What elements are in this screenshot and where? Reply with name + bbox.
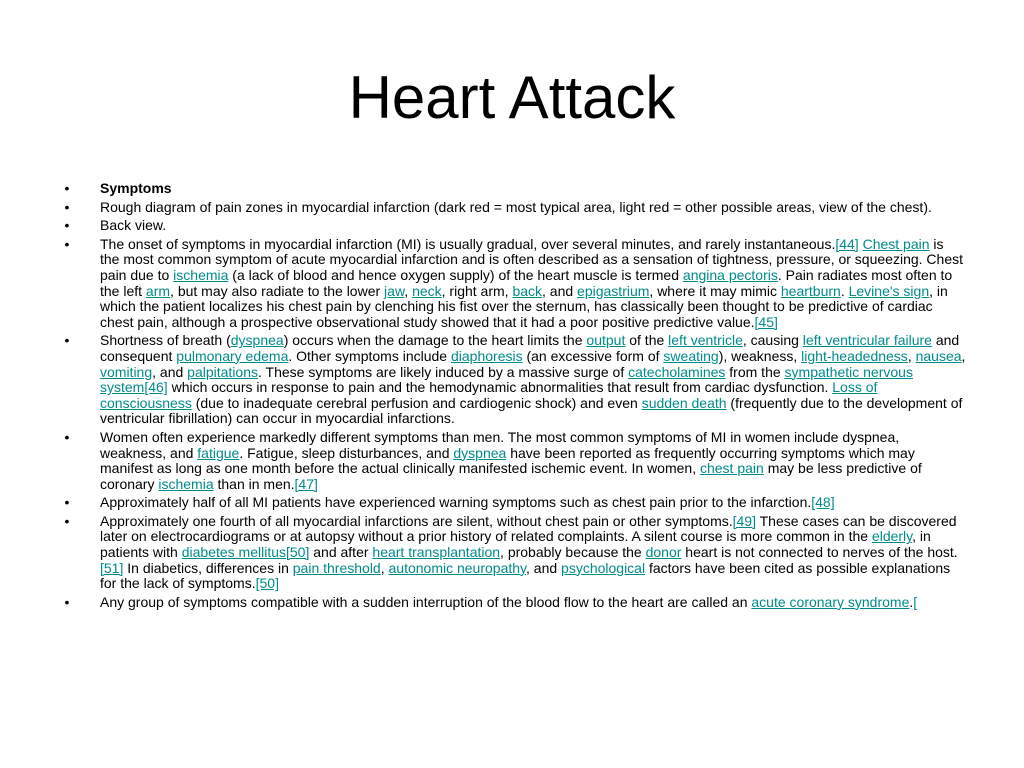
hyperlink[interactable]: pain threshold bbox=[292, 559, 381, 576]
hyperlink[interactable]: output bbox=[586, 332, 626, 349]
bullet-marker: • bbox=[64, 217, 70, 234]
text-run: , but may also radiate to the lower bbox=[170, 282, 385, 299]
hyperlink[interactable]: back bbox=[512, 282, 543, 299]
hyperlink[interactable]: ischemia bbox=[158, 475, 214, 492]
hyperlink[interactable]: diaphoresis bbox=[450, 347, 523, 364]
bullet-text bbox=[100, 236, 963, 330]
bullet-item bbox=[60, 237, 966, 331]
text-run: , and bbox=[526, 559, 562, 576]
text-run: than in men. bbox=[213, 475, 295, 492]
text-run: and after bbox=[309, 544, 373, 561]
bullet-text bbox=[100, 513, 958, 591]
text-run: (frequently due to the development of ventricular fibrillation) can occur in myocardial infarctions. bbox=[100, 394, 963, 427]
text-run: . bbox=[840, 282, 849, 299]
bullet-text bbox=[100, 199, 932, 215]
hyperlink[interactable]: angina pectoris bbox=[682, 266, 778, 283]
text-run: . Fatigue, sleep disturbances, and bbox=[239, 444, 454, 461]
text-run: and consequent bbox=[100, 332, 960, 364]
text-run: Approximately one fourth of all myocardial infarctions are silent, without chest pain or other symptoms. bbox=[100, 512, 733, 529]
bullet-item bbox=[60, 430, 966, 492]
hyperlink[interactable]: sympathetic nervous system bbox=[100, 363, 913, 396]
bullet-marker: • bbox=[64, 428, 70, 445]
text-run: ) occurs when the damage to the heart limits the bbox=[283, 332, 587, 349]
hyperlink[interactable]: neck bbox=[412, 282, 442, 299]
hyperlink[interactable]: palpitations bbox=[187, 363, 258, 380]
hyperlink[interactable]: epigastrium bbox=[577, 282, 650, 299]
bullet-marker: • bbox=[64, 198, 70, 215]
hyperlink[interactable]: sudden death bbox=[641, 394, 727, 411]
bullet-text bbox=[100, 180, 172, 196]
hyperlink[interactable]: Chest pain bbox=[862, 235, 930, 252]
text-run: , and bbox=[542, 282, 578, 299]
text-run: , bbox=[380, 559, 389, 576]
bullet-text bbox=[100, 594, 917, 610]
bullet-item bbox=[60, 595, 966, 611]
text-run: , causing bbox=[742, 332, 803, 349]
text-run: . These symptoms are likely induced by a massive surge of bbox=[258, 363, 629, 380]
hyperlink[interactable]: acute coronary syndrome bbox=[751, 593, 910, 610]
text-run: . Other symptoms include bbox=[288, 347, 451, 364]
hyperlink[interactable]: ischemia bbox=[173, 266, 229, 283]
text-run: In diabetics, differences in bbox=[123, 559, 293, 576]
hyperlink[interactable]: heartburn bbox=[780, 282, 841, 299]
bullet-item bbox=[60, 181, 966, 197]
hyperlink[interactable]: catecholamines bbox=[628, 363, 726, 380]
hyperlink[interactable]: Levine's sign bbox=[848, 282, 930, 299]
text-run: These cases can be discovered later on electrocardiograms or at autopsy without a prior history of related complaints. A silent course is more common in the bbox=[100, 512, 957, 545]
text-run: . Pain radiates most often to the left bbox=[100, 266, 953, 299]
bullet-item bbox=[60, 333, 966, 427]
text-run: , bbox=[961, 347, 966, 364]
text-run: factors have been cited as possible explanations for the lack of symptoms. bbox=[100, 559, 951, 592]
bullet-list bbox=[60, 181, 966, 613]
hyperlink[interactable]: autonomic neuropathy bbox=[388, 559, 526, 576]
hyperlink[interactable]: [50] bbox=[255, 575, 279, 592]
bullet-item bbox=[60, 200, 966, 216]
bullet-marker: • bbox=[64, 494, 70, 511]
bullet-item bbox=[60, 514, 966, 592]
text-run: is the most common symptom of acute myocardial infarction and is often described as a sensation of tightness, pressure, or squeezing. Chest pain due to bbox=[100, 235, 963, 283]
hyperlink[interactable]: light-headedness bbox=[801, 347, 908, 364]
bullet-text bbox=[100, 494, 835, 510]
hyperlink[interactable]: chest pain bbox=[699, 460, 764, 477]
hyperlink[interactable]: arm bbox=[145, 282, 171, 299]
bullet-text bbox=[100, 217, 166, 233]
text-run: from the bbox=[725, 363, 785, 380]
bullet-item bbox=[60, 218, 966, 234]
text-run: , right arm, bbox=[441, 282, 513, 299]
text-run: , in which the patient localizes his chest pain by clenching his fist over the sternum, has classically been thought to be predictive of cardiac chest pain, although a prospective observational study showed that it had a poor positive predictive value. bbox=[100, 282, 948, 330]
text-run: which occurs in response to pain and the hemodynamic abnormalities that result from cardiac dysfunction. bbox=[167, 379, 833, 396]
text-run: ), weakness, bbox=[718, 347, 802, 364]
hyperlink[interactable]: diabetes mellitus bbox=[181, 544, 286, 561]
hyperlink[interactable]: Loss of consciousness bbox=[100, 379, 878, 411]
hyperlink[interactable]: heart transplantation bbox=[372, 544, 501, 561]
text-run: (due to inadequate cerebral perfusion and cardiogenic shock) and even bbox=[191, 394, 642, 411]
text-run: , and bbox=[152, 363, 188, 380]
text-run: , where it may mimic bbox=[649, 282, 781, 299]
hyperlink[interactable]: [51] bbox=[100, 559, 124, 576]
hyperlink[interactable]: [47] bbox=[294, 475, 318, 492]
text-run: have been reported as frequently occurring symptoms which may manifest as long as one month before the actual clinically manifested ischemic event. In women, bbox=[100, 444, 915, 477]
hyperlink[interactable]: dyspnea bbox=[230, 332, 284, 349]
bullet-marker: • bbox=[64, 512, 70, 529]
hyperlink[interactable]: [45] bbox=[754, 313, 778, 330]
text-run: Rough diagram of pain zones in myocardial infarction (dark red = most typical area, light red = other possible areas, view of the chest). bbox=[100, 198, 932, 215]
bullet-marker: • bbox=[64, 180, 70, 196]
hyperlink[interactable]: left ventricular failure bbox=[802, 332, 932, 349]
bullet-marker: • bbox=[64, 332, 70, 349]
hyperlink[interactable]: psychological bbox=[561, 559, 646, 576]
hyperlink[interactable]: donor bbox=[645, 544, 682, 561]
text-run: (a lack of blood and hence oxygen supply) of the heart muscle is termed bbox=[228, 266, 683, 283]
hyperlink[interactable]: [44] bbox=[835, 235, 859, 252]
text-run: may be less predictive of coronary bbox=[100, 460, 922, 492]
text-run: , bbox=[907, 347, 916, 364]
hyperlink[interactable]: [49] bbox=[732, 512, 756, 529]
text-run: of the bbox=[625, 332, 669, 349]
text-run: (an excessive form of bbox=[522, 347, 664, 364]
text-run: The onset of symptoms in myocardial infarction (MI) is usually gradual, over several minutes, and rarely instantaneous. bbox=[100, 235, 836, 252]
text-run: . bbox=[909, 593, 914, 610]
text-run: Shortness of breath ( bbox=[100, 332, 231, 349]
bullet-marker: • bbox=[64, 593, 70, 610]
bullet-item bbox=[60, 495, 966, 511]
text-run: Women often experience markedly different symptoms than men. The most common symptoms of MI in women include dyspnea, weakness, and bbox=[100, 428, 900, 461]
text-run: heart is not connected to nerves of the host. bbox=[681, 544, 958, 561]
hyperlink[interactable]: jaw bbox=[384, 282, 405, 299]
text-run: Back view. bbox=[100, 217, 167, 234]
bullet-text bbox=[100, 429, 922, 492]
slide-title: Heart Attack bbox=[348, 64, 676, 131]
text-run: Symptoms bbox=[100, 180, 172, 196]
text-run: Any group of symptoms compatible with a sudden interruption of the blood flow to the heart are called an bbox=[100, 593, 752, 610]
hyperlink[interactable]: elderly bbox=[871, 528, 913, 545]
hyperlink[interactable]: dyspnea bbox=[453, 444, 507, 461]
bullet-text bbox=[100, 332, 965, 426]
hyperlink[interactable]: [50] bbox=[286, 544, 310, 561]
hyperlink[interactable]: pulmonary edema bbox=[176, 347, 289, 364]
hyperlink[interactable]: [48] bbox=[811, 494, 835, 511]
text-run: , probably because the bbox=[500, 544, 646, 561]
text-run: , bbox=[404, 282, 413, 299]
text-run: , in patients with bbox=[100, 528, 931, 561]
hyperlink[interactable]: sweating bbox=[663, 347, 719, 364]
hyperlink[interactable]: [ bbox=[913, 593, 918, 610]
hyperlink[interactable]: [46] bbox=[144, 379, 168, 396]
hyperlink[interactable]: left ventricle bbox=[668, 332, 743, 349]
hyperlink[interactable]: nausea bbox=[915, 347, 962, 364]
hyperlink[interactable]: vomiting bbox=[100, 363, 153, 380]
bullet-marker: • bbox=[64, 235, 70, 252]
text-run: Approximately half of all MI patients have experienced warning symptoms such as chest pain prior to the infarction. bbox=[100, 494, 812, 511]
hyperlink[interactable]: fatigue bbox=[197, 444, 240, 461]
